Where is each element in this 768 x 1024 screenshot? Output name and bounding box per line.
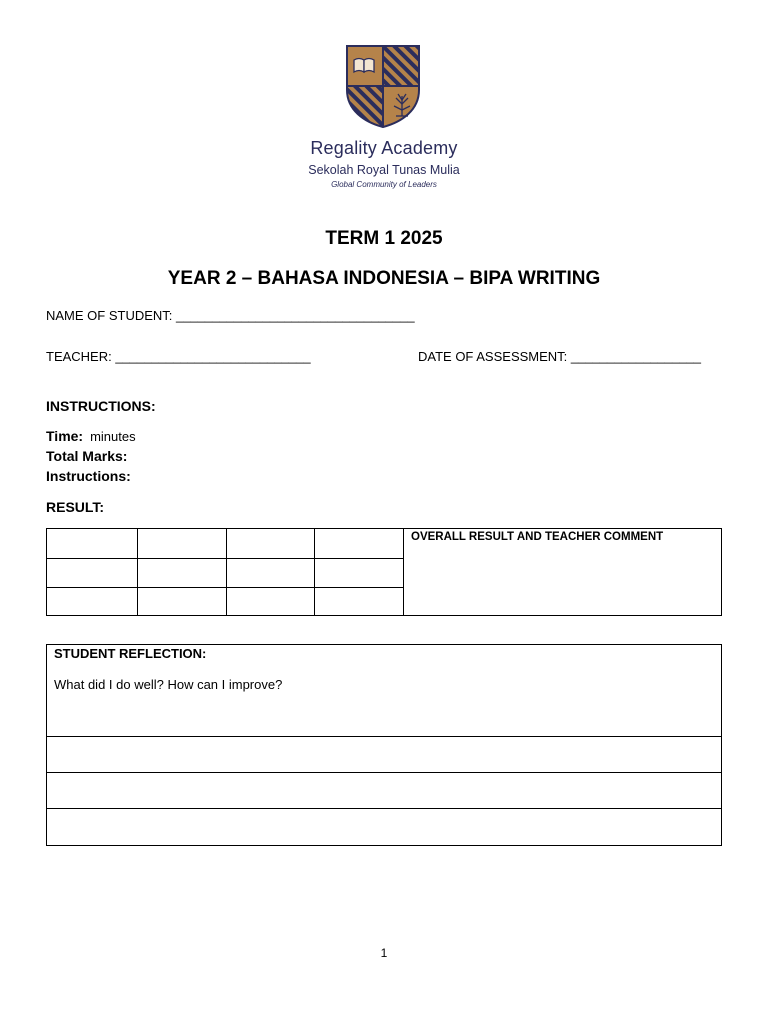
book-icon [354, 59, 374, 73]
reflection-line [47, 736, 721, 737]
instructions-label: Instructions: [46, 468, 131, 484]
result-cell[interactable] [138, 559, 227, 588]
instructions-heading: INSTRUCTIONS: [46, 398, 156, 414]
reflection-heading: STUDENT REFLECTION: [54, 646, 207, 661]
reflection-line [47, 772, 721, 773]
result-cell[interactable] [138, 588, 227, 615]
result-cell[interactable] [227, 529, 315, 559]
school-crest-logo [344, 44, 422, 128]
total-marks-label: Total Marks: [46, 448, 128, 464]
reflection-question: What did I do well? How can I improve? [54, 677, 283, 692]
school-subtitle: Sekolah Royal Tunas Mulia [308, 163, 460, 177]
result-cell[interactable] [315, 559, 404, 588]
result-cell[interactable] [227, 559, 315, 588]
teacher-field[interactable]: TEACHER: ___________________________ [46, 349, 311, 364]
reflection-line [47, 808, 721, 809]
school-name: Regality Academy [310, 138, 458, 158]
student-name-field[interactable]: NAME OF STUDENT: _________________________________ [46, 308, 415, 323]
result-cell[interactable] [47, 588, 138, 615]
result-heading: RESULT: [46, 499, 105, 515]
overall-result-label: OVERALL RESULT AND TEACHER COMMENT [411, 531, 664, 543]
result-cell[interactable] [47, 529, 138, 559]
page-number: 1 [380, 946, 388, 960]
student-reflection-box [46, 644, 722, 846]
time-label: Time: [46, 428, 84, 444]
time-row [46, 428, 136, 444]
result-cell[interactable] [315, 529, 404, 559]
result-cell[interactable] [138, 529, 227, 559]
subject-title: YEAR 2 – BAHASA INDONESIA – BIPA WRITING [167, 268, 601, 289]
time-value: minutes [90, 429, 136, 444]
assessment-date-field[interactable]: DATE OF ASSESSMENT: __________________ [418, 349, 702, 364]
result-cell[interactable] [315, 588, 404, 615]
result-cell[interactable] [227, 588, 315, 615]
school-tagline: Global Community of Leaders [331, 180, 437, 189]
result-cell[interactable] [47, 559, 138, 588]
result-table [46, 528, 722, 616]
term-title: TERM 1 2025 [325, 228, 443, 249]
